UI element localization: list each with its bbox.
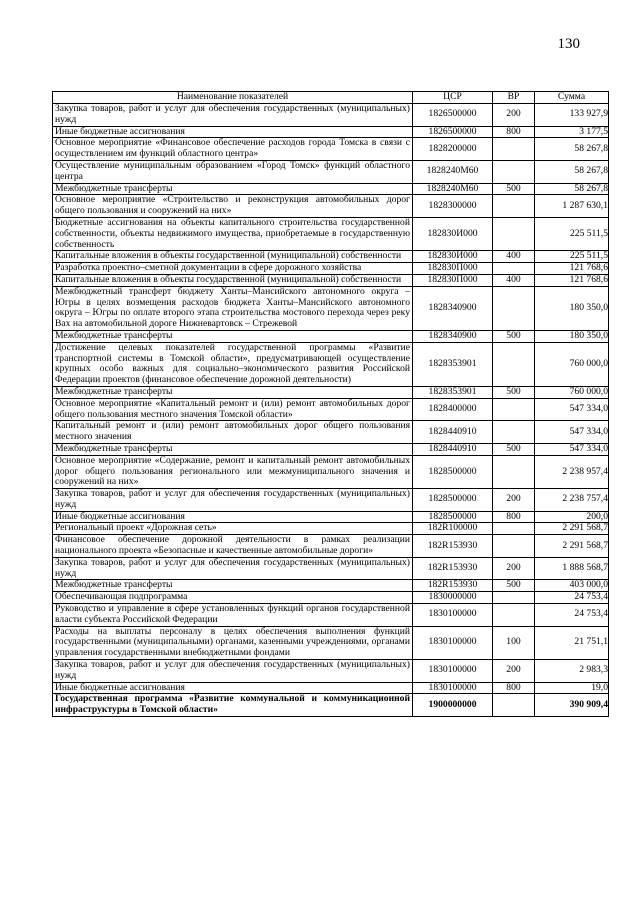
- row-name: Осуществление муниципальным образованием «Город Томск» функций областного центра: [53, 160, 413, 183]
- table-row: [53, 126, 609, 138]
- row-name: Закупка товаров, работ и услуг для обеспечения государственных (муниципальных) нужд: [53, 104, 413, 127]
- row-csr: 1826500000: [413, 104, 493, 127]
- row-name: Достижение целевых показателей государственной программы «Развитие транспортной системы в Томской области», предусматривающей осуществление крупных особо важных для социально–экономического развития Российской Федерации проектов (финансовое обеспечение дорожной деятельности): [53, 342, 413, 386]
- row-csr: 1900000000: [413, 694, 493, 717]
- header-sum: Сумма: [535, 92, 609, 104]
- row-name: Межбюджетные трансферты: [53, 443, 413, 455]
- row-sum: 547 334,0: [535, 398, 609, 421]
- row-csr: 1830100000: [413, 626, 493, 659]
- table-row: [53, 455, 609, 488]
- row-name: Основное мероприятие «Содержание, ремонт и капитальный ремонт автомобильных дорог общего пользования регионального или межмуниципального значения и сооружений на них»: [53, 455, 413, 488]
- row-sum: 121 768,6: [535, 263, 609, 275]
- table-row: [53, 443, 609, 455]
- row-name: Финансовое обеспечение дорожной деятельности в рамках реализации национального проекта «Безопасные и качественные автомобильные дороги»: [53, 535, 413, 558]
- header-csr: ЦСР: [413, 92, 493, 104]
- row-csr: 1828400000: [413, 398, 493, 421]
- row-sum: 21 751,1: [535, 626, 609, 659]
- table-row: [53, 138, 609, 161]
- row-name: Межбюджетные трансферты: [53, 386, 413, 398]
- row-name: Капитальные вложения в объекты государственной (муниципальной) собственности: [53, 251, 413, 263]
- row-vr: 800: [493, 511, 535, 523]
- row-csr: 182830П000: [413, 263, 493, 275]
- row-name: Основное мероприятие «Капитальный ремонт и (или) ремонт автомобильных дорог общего пользования местного значения Томской области»: [53, 398, 413, 421]
- row-vr: 500: [493, 443, 535, 455]
- row-sum: 133 927,9: [535, 104, 609, 127]
- table-row: [53, 263, 609, 275]
- row-csr: 1828340900: [413, 286, 493, 330]
- row-sum: 225 511,5: [535, 217, 609, 250]
- table-row: [53, 398, 609, 421]
- row-name: Разработка проектно–сметной документации в сфере дорожного хозяйства: [53, 263, 413, 275]
- row-name: Иные бюджетные ассигнования: [53, 126, 413, 138]
- row-sum: 19,0: [535, 682, 609, 694]
- row-name: Межбюджетные трансферты: [53, 580, 413, 592]
- row-sum: 58 267,8: [535, 138, 609, 161]
- row-vr: [493, 535, 535, 558]
- row-name: Межбюджетные трансферты: [53, 183, 413, 195]
- row-name: Закупка товаров, работ и услуг для обеспечения государственных (муниципальных) нужд: [53, 489, 413, 512]
- row-name: Капитальные вложения в объекты государственной (муниципальной) собственности: [53, 274, 413, 286]
- table-row: [53, 592, 609, 604]
- row-vr: [493, 342, 535, 386]
- row-csr: 1828500000: [413, 455, 493, 488]
- table-row: [53, 104, 609, 127]
- row-vr: [493, 160, 535, 183]
- row-vr: 500: [493, 386, 535, 398]
- row-vr: 500: [493, 330, 535, 342]
- row-sum: 1 888 568,7: [535, 557, 609, 580]
- row-sum: 3 177,5: [535, 126, 609, 138]
- row-csr: 1828440910: [413, 443, 493, 455]
- row-vr: 200: [493, 557, 535, 580]
- row-csr: 1830100000: [413, 604, 493, 627]
- row-vr: 200: [493, 489, 535, 512]
- table-row: [53, 421, 609, 444]
- row-name: Расходы на выплаты персоналу в целях обеспечения выполнения функций государственными (муниципальными) органами, казенными учреждениями, органами управления государственными внебюджетными фондами: [53, 626, 413, 659]
- row-vr: 200: [493, 104, 535, 127]
- table-row: [53, 694, 609, 717]
- row-csr: 1828240М60: [413, 160, 493, 183]
- row-sum: 180 350,0: [535, 330, 609, 342]
- row-vr: 500: [493, 183, 535, 195]
- row-csr: 1828340900: [413, 330, 493, 342]
- table-row: [53, 160, 609, 183]
- table-row: [53, 386, 609, 398]
- row-vr: [493, 523, 535, 535]
- table-row: [53, 523, 609, 535]
- row-csr: 1826500000: [413, 126, 493, 138]
- table-row: [53, 660, 609, 683]
- row-vr: [493, 195, 535, 218]
- table-row: [53, 217, 609, 250]
- row-csr: 182R100000: [413, 523, 493, 535]
- table-row: [53, 604, 609, 627]
- row-vr: [493, 455, 535, 488]
- row-sum: 2 291 568,7: [535, 535, 609, 558]
- row-sum: 1 287 630,1: [535, 195, 609, 218]
- table-row: [53, 342, 609, 386]
- row-csr: 182R153930: [413, 557, 493, 580]
- row-csr: 182830И000: [413, 217, 493, 250]
- table-row: [53, 682, 609, 694]
- table-row: [53, 626, 609, 659]
- table-row: [53, 330, 609, 342]
- row-csr: 1828240М60: [413, 183, 493, 195]
- row-name: Закупка товаров, работ и услуг для обеспечения государственных (муниципальных) нужд: [53, 660, 413, 683]
- row-csr: 1830100000: [413, 682, 493, 694]
- row-sum: 2 238 757,4: [535, 489, 609, 512]
- row-vr: 100: [493, 626, 535, 659]
- row-vr: [493, 138, 535, 161]
- row-name: Иные бюджетные ассигнования: [53, 682, 413, 694]
- row-sum: 760 000,0: [535, 386, 609, 398]
- row-vr: [493, 217, 535, 250]
- row-csr: 1828500000: [413, 511, 493, 523]
- row-sum: 24 753,4: [535, 592, 609, 604]
- row-sum: 2 238 957,4: [535, 455, 609, 488]
- row-csr: 182830И000: [413, 251, 493, 263]
- row-sum: 547 334,0: [535, 443, 609, 455]
- row-vr: 400: [493, 251, 535, 263]
- row-name: Обеспечивающая подпрограмма: [53, 592, 413, 604]
- row-name: Руководство и управление в сфере установленных функций органов государственной власти субъекта Российской Федерации: [53, 604, 413, 627]
- row-sum: 547 334,0: [535, 421, 609, 444]
- row-name: Капитальный ремонт и (или) ремонт автомобильных дорог общего пользования местного значения: [53, 421, 413, 444]
- row-csr: 1828440910: [413, 421, 493, 444]
- row-sum: 2 983,3: [535, 660, 609, 683]
- table-row: [53, 183, 609, 195]
- row-csr: 1830100000: [413, 660, 493, 683]
- row-vr: [493, 421, 535, 444]
- table-row: [53, 557, 609, 580]
- row-sum: 58 267,8: [535, 160, 609, 183]
- row-sum: 58 267,8: [535, 183, 609, 195]
- row-sum: 24 753,4: [535, 604, 609, 627]
- row-name: Государственная программа «Развитие коммунальной и коммуникационной инфраструктуры в Томской области»: [53, 694, 413, 717]
- row-name: Основное мероприятие «Финансовое обеспечение расходов города Томска в связи с осуществлением им функций областного центра»: [53, 138, 413, 161]
- row-name: Межбюджетный трансферт бюджету Ханты–Мансийского автономного округа – Югры в целях возмещения расходов бюджета Ханты–Мансийского автономного округа – Югры по оплате второго этапа строительства мостового перехода через реку Вах на автомобильной дороге Нижневартовск – Стрежевой: [53, 286, 413, 330]
- row-vr: [493, 694, 535, 717]
- table-row: [53, 535, 609, 558]
- row-csr: 182R153930: [413, 580, 493, 592]
- row-name: Основное мероприятие «Строительство и реконструкция автомобильных дорог общего пользования и сооружений на них»: [53, 195, 413, 218]
- row-name: Иные бюджетные ассигнования: [53, 511, 413, 523]
- row-csr: 1830000000: [413, 592, 493, 604]
- row-sum: 403 000,0: [535, 580, 609, 592]
- row-vr: [493, 286, 535, 330]
- table-row: [53, 274, 609, 286]
- budget-table: [52, 91, 609, 717]
- table-row: [53, 489, 609, 512]
- row-name: Межбюджетные трансферты: [53, 330, 413, 342]
- row-csr: 182R153930: [413, 535, 493, 558]
- header-vr: ВР: [493, 92, 535, 104]
- row-csr: 1828300000: [413, 195, 493, 218]
- row-vr: 200: [493, 660, 535, 683]
- row-csr: 1828500000: [413, 489, 493, 512]
- table-row: [53, 286, 609, 330]
- row-vr: [493, 604, 535, 627]
- row-name: Бюджетные ассигнования на объекты капитального строительства государственной собственности, объекты недвижимого имущества, приобретаемые в государственную собственность: [53, 217, 413, 250]
- row-vr: [493, 398, 535, 421]
- row-sum: 180 350,0: [535, 286, 609, 330]
- row-name: Региональный проект «Дорожная сеть»: [53, 523, 413, 535]
- table-row: [53, 251, 609, 263]
- row-vr: 400: [493, 274, 535, 286]
- row-name: Закупка товаров, работ и услуг для обеспечения государственных (муниципальных) нужд: [53, 557, 413, 580]
- row-sum: 2 291 568,7: [535, 523, 609, 535]
- page-number: 130: [557, 36, 580, 52]
- table-row: [53, 511, 609, 523]
- row-sum: 225 511,5: [535, 251, 609, 263]
- row-csr: 1828353901: [413, 386, 493, 398]
- row-csr: 182830П000: [413, 274, 493, 286]
- row-vr: 800: [493, 126, 535, 138]
- row-csr: 1828353901: [413, 342, 493, 386]
- row-sum: 390 909,4: [535, 694, 609, 717]
- row-vr: 500: [493, 580, 535, 592]
- row-sum: 121 768,6: [535, 274, 609, 286]
- table-row: [53, 580, 609, 592]
- row-vr: 800: [493, 682, 535, 694]
- row-csr: 1828200000: [413, 138, 493, 161]
- header-name: Наименование показателей: [53, 92, 413, 104]
- table-body: [53, 104, 609, 717]
- table-row: [53, 195, 609, 218]
- row-vr: [493, 263, 535, 275]
- row-sum: 200,0: [535, 511, 609, 523]
- row-sum: 760 000,0: [535, 342, 609, 386]
- row-vr: [493, 592, 535, 604]
- table-header-row: [53, 92, 609, 104]
